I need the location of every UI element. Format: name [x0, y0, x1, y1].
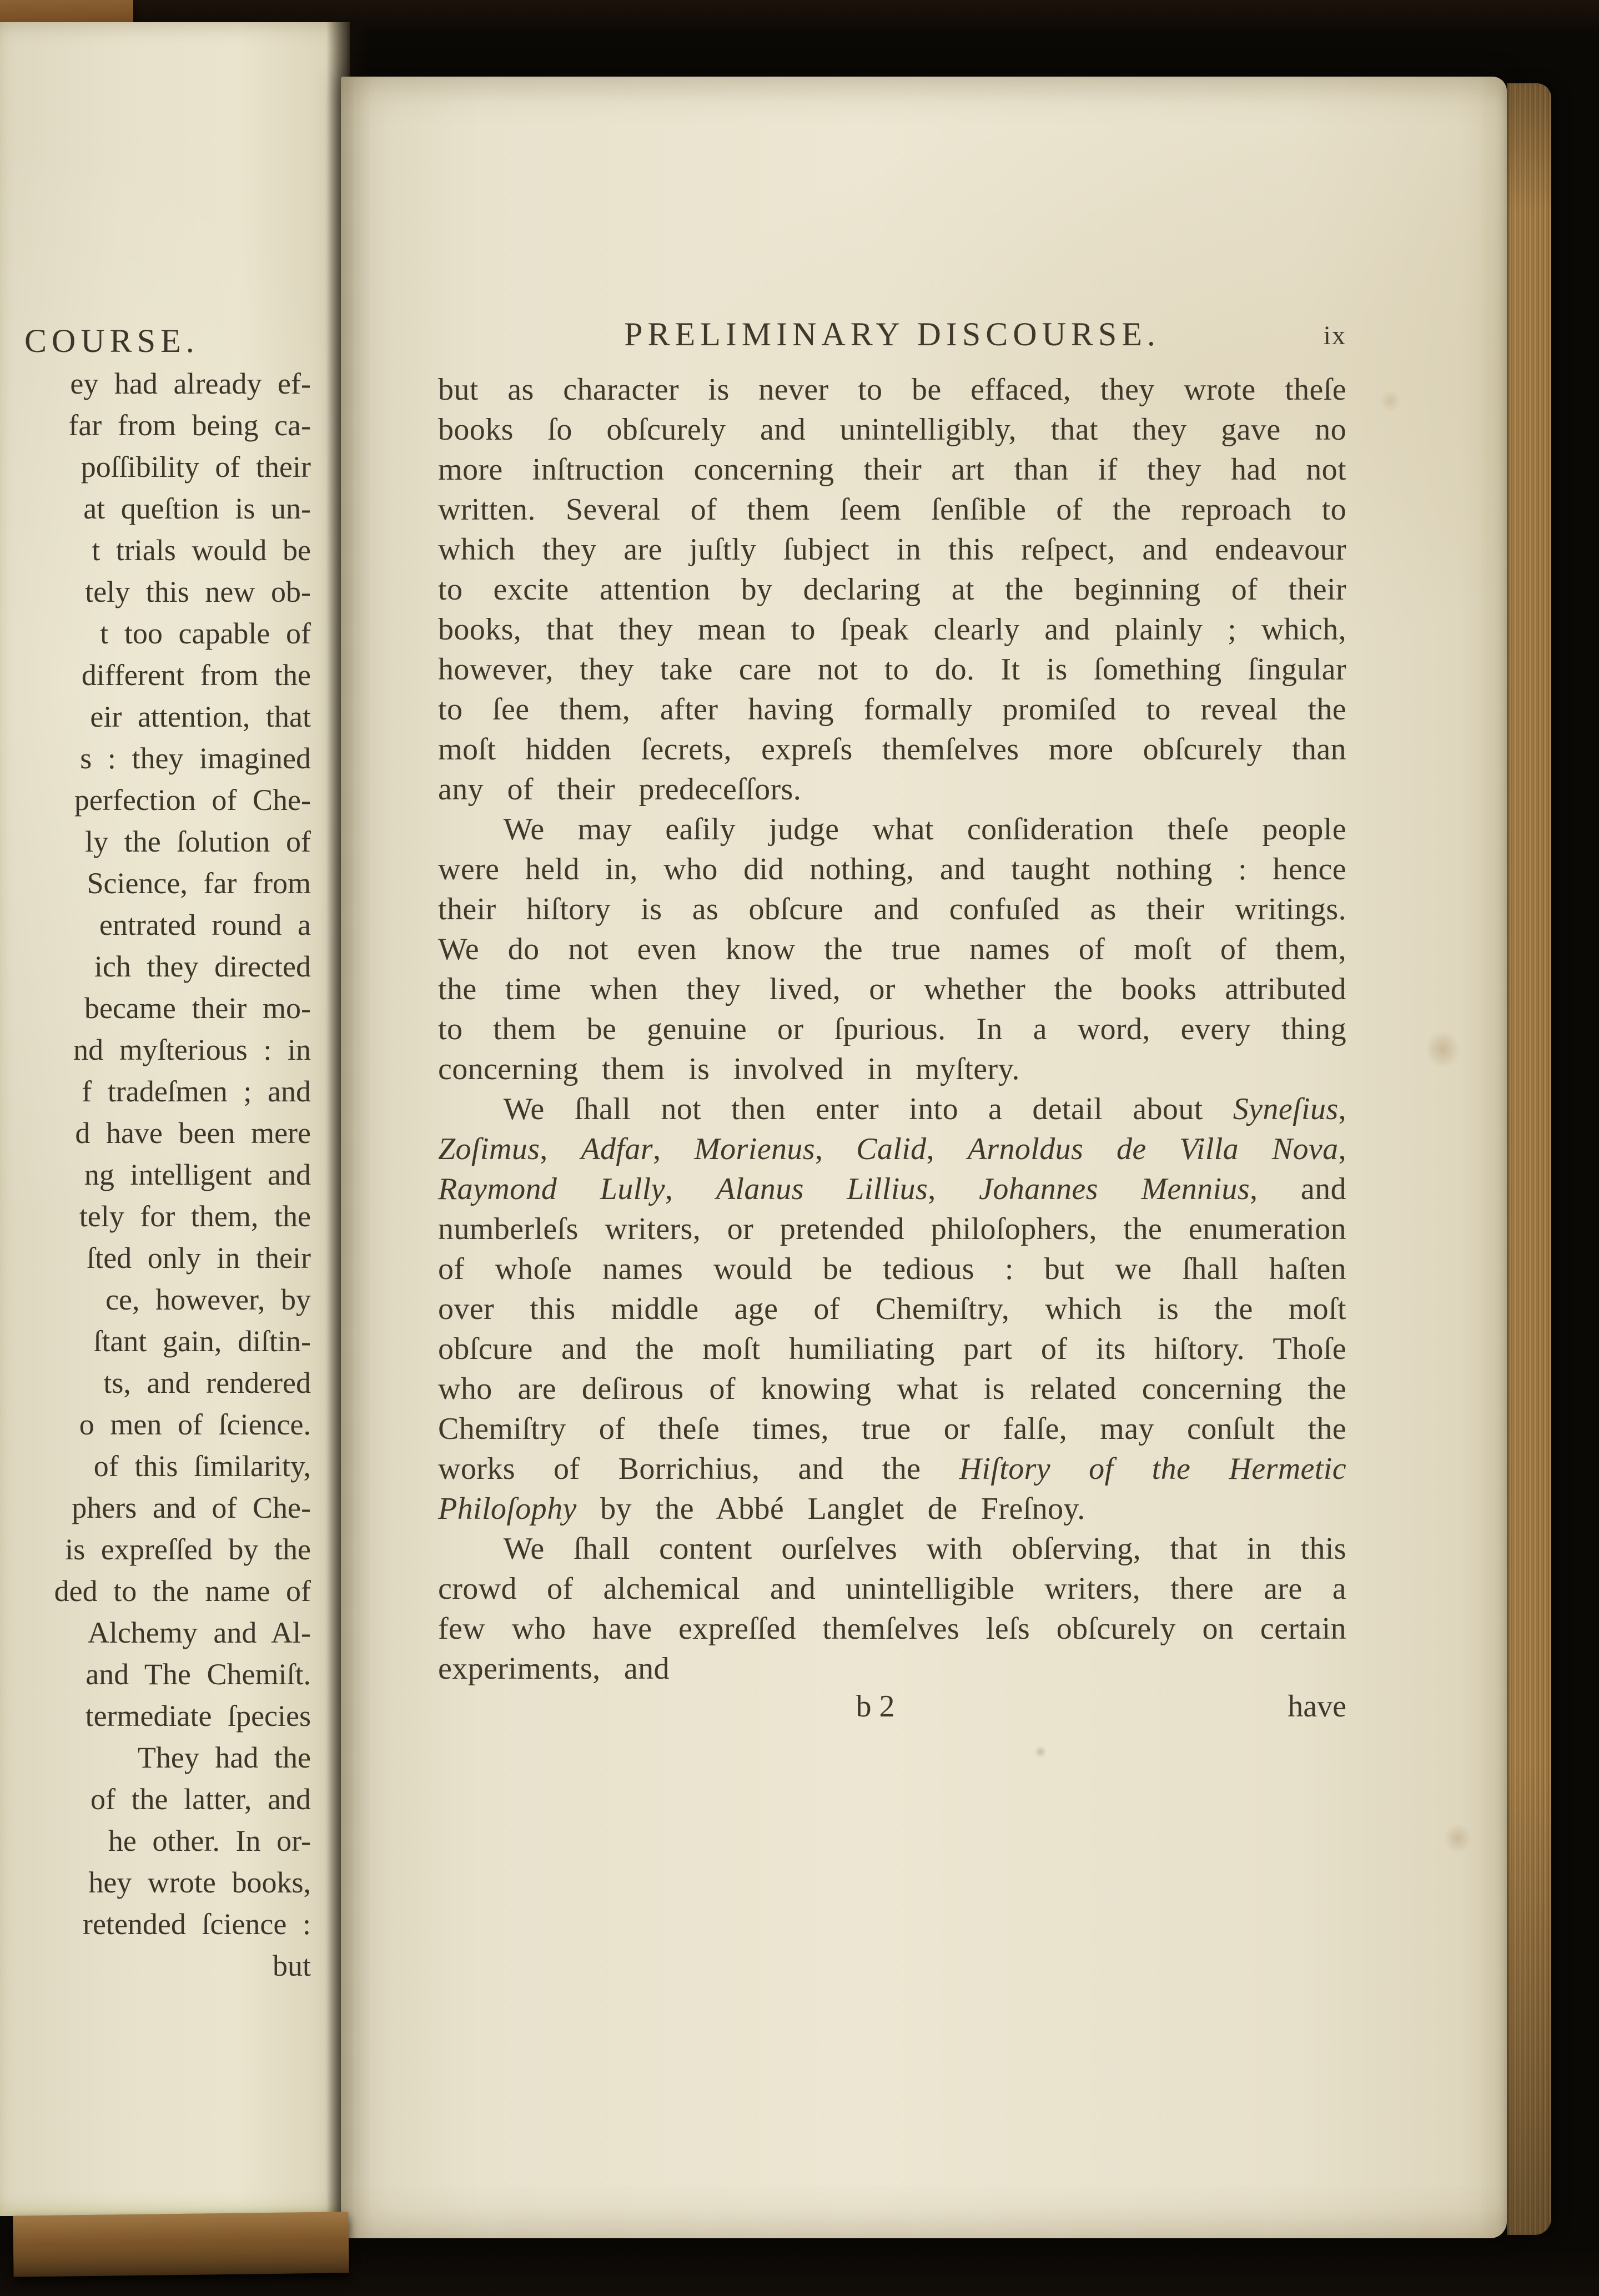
left-page-line: ded to the name of	[54, 1574, 311, 1608]
left-page-line: he other. In or-	[108, 1824, 311, 1857]
left-page-line: tely this new ob-	[85, 575, 311, 608]
text-segment: We ſhall not then enter into a detail about	[503, 1092, 1233, 1126]
left-page-line: o men of ſcience.	[79, 1408, 311, 1441]
text-segment: ,	[928, 1172, 979, 1206]
italic-text: Calid	[856, 1132, 927, 1166]
signature-mark: b 2	[856, 1689, 895, 1724]
left-page	[0, 22, 350, 2216]
italic-text: Johannes Mennius	[979, 1172, 1250, 1206]
page-number: ix	[1323, 321, 1346, 350]
italic-text: Adfar	[581, 1132, 653, 1166]
left-page-line: hey wrote books,	[88, 1866, 311, 1899]
left-page-line: ich they directed	[94, 950, 311, 983]
paragraph	[438, 370, 1346, 809]
text-segment: ,	[1338, 1092, 1346, 1126]
running-title: PRELIMINARY DISCOURSE.	[624, 316, 1160, 353]
left-page-line: Science, far from	[87, 867, 311, 900]
left-page-line: ſted only in their	[87, 1241, 311, 1275]
left-page-line: ng intelligent and	[84, 1158, 311, 1191]
left-page-line: d have been mere	[75, 1116, 311, 1150]
left-page-line: ey had already ef-	[70, 367, 311, 400]
book-board-bottom-left	[13, 2212, 349, 2277]
left-page-line: far from being ca-	[68, 409, 311, 442]
left-page-line: perfection of Che-	[74, 783, 311, 817]
text-segment: ,	[926, 1132, 968, 1166]
right-page-header	[438, 315, 1346, 352]
text-segment: but as character is never to be effaced, they wrote theſe books ſo obſcurely and unintelligibly, that they gave no more inſtruction concerning their art than if they had not written. Several of them ſeem ſenſible of the reproach to which they are juſtly ſubject in this reſpect, and endeavour to excite attention by declaring at the beginning of their books, that they mean to ſpeak clearly and plainly ; which, however, they take care not to do. It is ſomething ſingular to ſee them, after having formally promiſed to reveal the moſt hidden ſecrets, expreſs themſelves more obſcurely than any of their predeceſſors.	[438, 372, 1346, 807]
text-segment: We may eaſily judge what conſideration theſe people were held in, who did nothing, and taught nothing : hence their hiſtory is as obſcure and confuſed as their writings. We do not even know the true names of moſt of them, the time when they lived, or whether the books attributed to them be genuine or ſpurious. In a word, every thing concerning them is involved in myſtery.	[438, 812, 1346, 1086]
left-page-line: at queſtion is un-	[83, 492, 311, 525]
left-page-text	[0, 363, 311, 1987]
left-page-line: tely for them, the	[79, 1200, 311, 1233]
left-page-line: and The Chemiſt.	[86, 1658, 311, 1691]
right-page	[341, 77, 1507, 2238]
text-segment: ,	[665, 1172, 716, 1206]
left-page-line: became their mo-	[84, 991, 311, 1025]
left-page-line: entrated round a	[99, 908, 311, 941]
left-page-line: f tradeſmen ; and	[82, 1075, 311, 1108]
paragraph	[438, 1529, 1346, 1689]
right-page-content	[438, 315, 1346, 1730]
left-page-line: termediate ſpecies	[85, 1699, 311, 1733]
left-page-line: s : they imagined	[80, 742, 311, 775]
text-segment: ,	[1338, 1132, 1346, 1166]
text-segment: ,	[652, 1132, 695, 1166]
text-segment: , and numberleſs writers, or pretended philoſophers, the enumeration of whoſe names would be tedious : but we ſhall haſten over this middle age of Chemiſtry, which is the moſt obſcure and the moſt humiliating part of its hiſtory. Thoſe who are deſirous of knowing what is related concerning the Chemiſtry of theſe times, true or falſe, may conſult the works of Borrichius, and the	[438, 1172, 1346, 1486]
page-edges	[1507, 83, 1551, 2235]
left-page-line: Alchemy and Al-	[87, 1616, 311, 1649]
text-segment: by the Abbé Langlet de Freſnoy.	[576, 1492, 1085, 1526]
left-page-line: of the latter, and	[90, 1783, 311, 1816]
right-page-body	[438, 370, 1346, 1689]
right-page-footer	[438, 1689, 1346, 1730]
text-segment: ,	[814, 1132, 857, 1166]
left-page-line: is expreſſed by the	[65, 1533, 311, 1566]
left-page-line: ſtant gain, diſtin-	[93, 1325, 311, 1358]
left-page-line: ce, however, by	[105, 1283, 311, 1316]
italic-text: Raymond Lully	[438, 1172, 665, 1206]
left-page-line: ts, and rendered	[103, 1366, 311, 1399]
italic-text: Alanus Lillius	[716, 1172, 928, 1206]
left-page-line: t too capable of	[100, 617, 311, 650]
left-page-line: but	[272, 1949, 311, 1982]
italic-text: Hiſtory of the Hermetic Philoſophy	[438, 1452, 1346, 1526]
catchword: have	[1288, 1689, 1346, 1724]
left-page-line: of this ſimilarity,	[93, 1449, 311, 1483]
italic-text: Morienus	[694, 1132, 815, 1166]
paragraph	[438, 1089, 1346, 1529]
italic-text: Zoſimus	[438, 1132, 540, 1166]
left-page-running-title: COURSE.	[24, 323, 199, 359]
left-page-line: poſſibility of their	[81, 450, 311, 484]
left-page-line: retended ſcience :	[82, 1907, 311, 1941]
left-page-line: nd myſterious : in	[73, 1033, 311, 1066]
left-page-line: different from the	[81, 658, 311, 692]
left-page-line: phers and of Che-	[72, 1491, 311, 1524]
left-page-line: ly the ſolution of	[85, 825, 311, 858]
text-segment: We ſhall content ourſelves with obſerving, that in this crowd of alchemical and unintelligible writers, there are a few who have expreſſed themſelves leſs obſcurely on certain experiments, and	[438, 1532, 1346, 1686]
italic-text: Arnoldus de Villa Nova	[967, 1132, 1339, 1166]
italic-text: Syneſius	[1233, 1092, 1339, 1126]
left-page-line: They had the	[137, 1741, 311, 1774]
paragraph	[438, 809, 1346, 1089]
left-page-line: eir attention, that	[90, 700, 311, 733]
text-segment: ,	[540, 1132, 581, 1166]
left-page-line: t trials would be	[92, 533, 311, 567]
